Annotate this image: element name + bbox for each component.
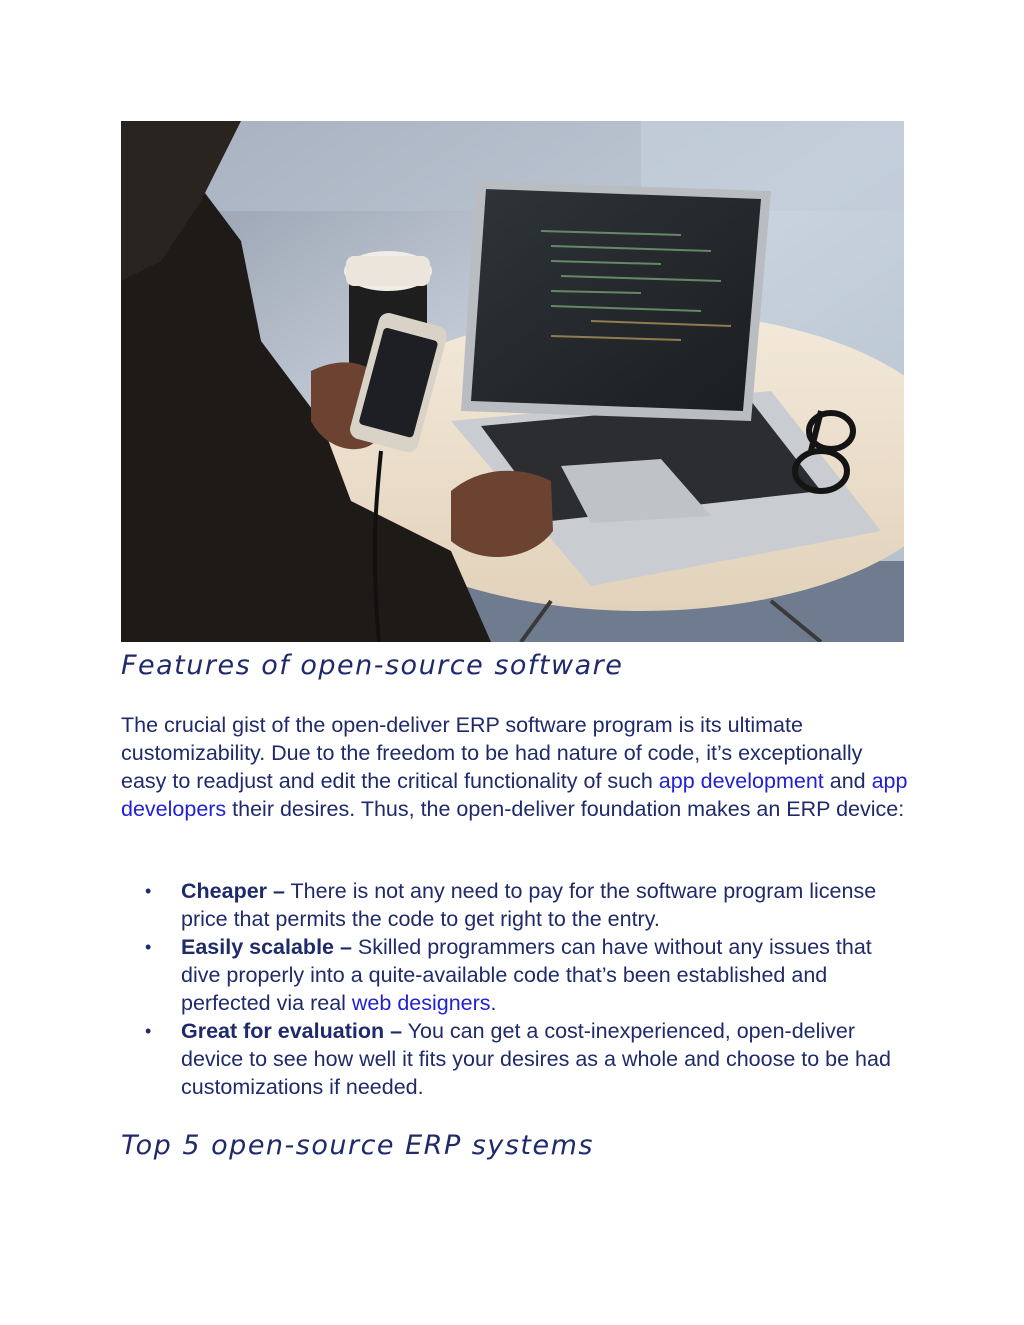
intro-paragraph — [121, 711, 911, 823]
link-app-development[interactable]: app development — [658, 769, 824, 793]
bullet-title: Cheaper – — [181, 879, 285, 903]
para-text-2: and — [823, 769, 872, 793]
bullet-tail: . — [490, 991, 497, 1015]
bullet-text: You can get a cost-inexperienced, open-deliver device to see how well it fits your desires as a whole and choose to be had customizations if needed. — [181, 1019, 891, 1099]
para-text-3: their desires. Thus, the open-deliver foundation makes an ERP device: — [226, 797, 905, 821]
bullet-text: There is not any need to pay for the software program license price that permits the code to get right to the entry. — [181, 879, 877, 931]
para-text-1: The crucial gist of the open-deliver ERP software program is its ultimate customizability. Due to the freedom to be had nature of code, it’s exceptionally easy to readjust and edit the critical functionality of such — [121, 713, 863, 793]
list-item — [181, 933, 911, 1017]
section-heading-features: Features of open-source software — [121, 650, 624, 681]
link-app-developers[interactable]: app developers — [121, 769, 908, 821]
feature-list — [181, 877, 911, 1101]
list-item — [181, 877, 911, 933]
bullet-text: Skilled programmers can have without any issues that dive properly into a quite-available code that’s been established and perfected via real — [181, 935, 872, 1015]
bullet-title: Easily scalable – — [181, 935, 352, 959]
section-heading-top5: Top 5 open-source ERP systems — [121, 1130, 594, 1161]
list-item — [181, 1017, 911, 1101]
link-web-designers[interactable]: web designers — [351, 991, 491, 1015]
hero-photo — [121, 121, 904, 642]
bullet-title: Great for evaluation – — [181, 1019, 403, 1043]
